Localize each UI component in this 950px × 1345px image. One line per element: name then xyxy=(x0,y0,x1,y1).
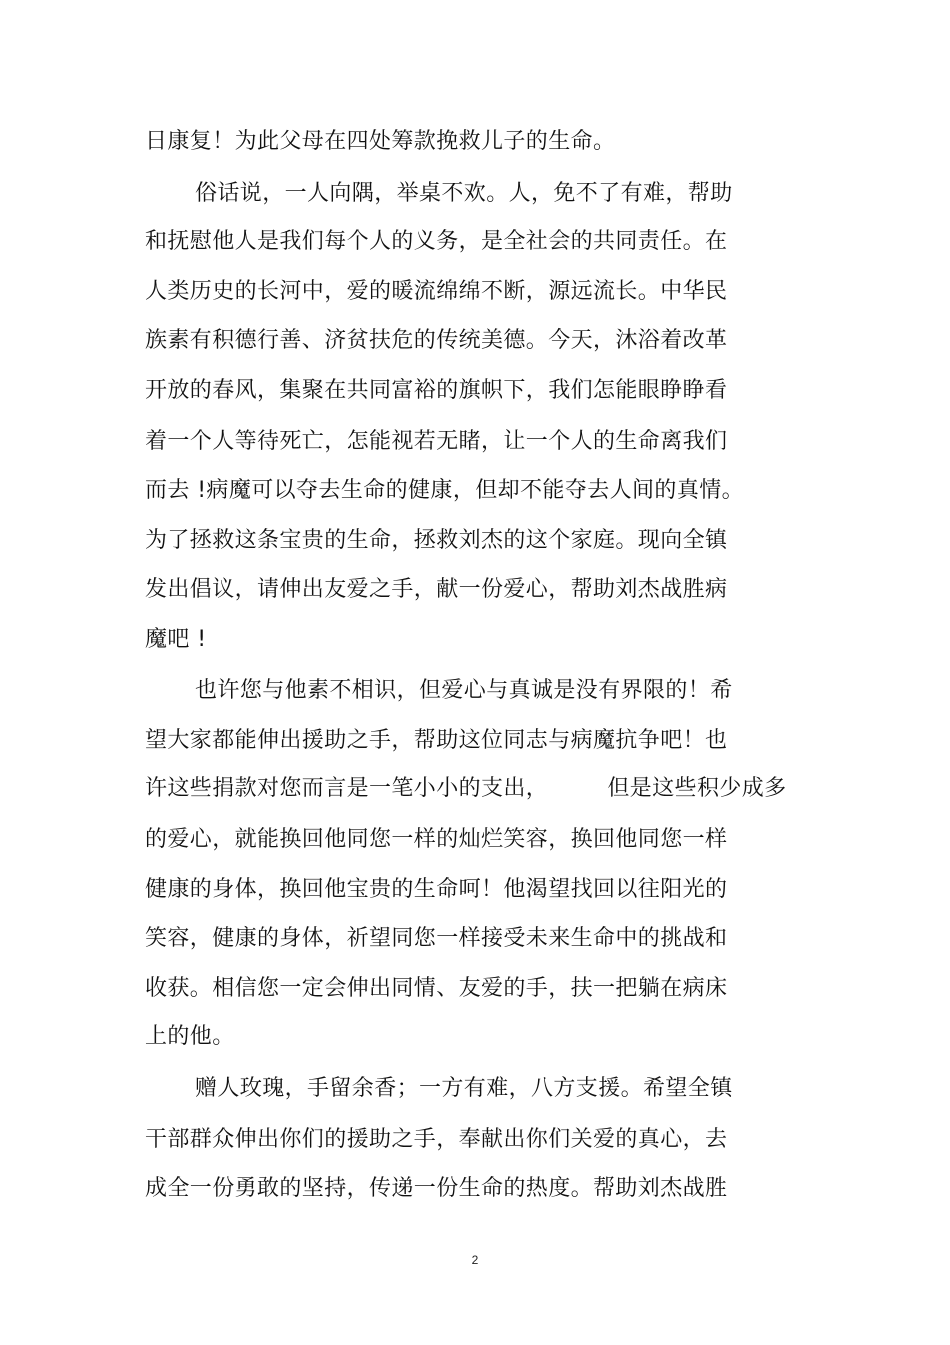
text-line: 而去 !病魔可以夺去生命的健康，但却不能夺去人间的真情。 xyxy=(145,478,745,503)
paragraph-first-line: 也许您与他素不相识，但爱心与真诚是没有界限的！希 xyxy=(195,678,733,703)
paragraph-first-line: 俗话说，一人向隅，举桌不欢。人，免不了有难，帮助 xyxy=(195,181,733,206)
text-line: 开放的春风，集聚在共同富裕的旗帜下，我们怎能眼睁睁看 xyxy=(145,378,728,403)
text-line: 着一个人等待死亡，怎能视若无睹，让一个人的生命离我们 xyxy=(145,429,728,454)
text-line: 收获。相信您一定会伸出同情、友爱的手，扶一把躺在病床 xyxy=(145,976,728,1001)
text-line: 成全一份勇敢的坚持，传递一份生命的热度。帮助刘杰战胜 xyxy=(145,1176,728,1201)
text-line: 族素有积德行善、济贫扶危的传统美德。今天，沐浴着改革 xyxy=(145,328,728,353)
text-line: 人类历史的长河中，爱的暖流绵绵不断，源远流长。中华民 xyxy=(145,279,728,304)
text-line: 许这些捐款对您而言是一笔小小的支出， 但是这些积少成多 xyxy=(145,776,787,801)
text-line: 望大家都能伸出援助之手，帮助这位同志与病魔抗争吧！也 xyxy=(145,728,728,753)
page-number: 2 xyxy=(471,1253,479,1267)
text-line: 发出倡议，请伸出友爱之手，献一份爱心，帮助刘杰战胜病 xyxy=(145,577,728,602)
text-line: 干部群众伸出你们的援助之手，奉献出你们关爱的真心，去 xyxy=(145,1127,728,1152)
text-line: 魔吧 ! xyxy=(145,627,207,652)
text-line: 和抚慰他人是我们每个人的义务，是全社会的共同责任。在 xyxy=(145,229,728,254)
text-line: 笑容，健康的身体，祈望同您一样接受未来生命中的挑战和 xyxy=(145,926,728,951)
paragraph-first-line: 赠人玫瑰，手留余香；一方有难，八方支援。希望全镇 xyxy=(195,1076,733,1101)
text-line: 的爱心，就能换回他同您一样的灿烂笑容，换回他同您一样 xyxy=(145,827,728,852)
text-line: 上的他。 xyxy=(145,1024,235,1049)
text-line: 日康复！为此父母在四处筹款挽救儿子的生命。 xyxy=(145,129,616,154)
text-line: 健康的身体，换回他宝贵的生命呵！他渴望找回以往阳光的 xyxy=(145,877,728,902)
text-line: 为了拯救这条宝贵的生命，拯救刘杰的这个家庭。现向全镇 xyxy=(145,528,728,553)
